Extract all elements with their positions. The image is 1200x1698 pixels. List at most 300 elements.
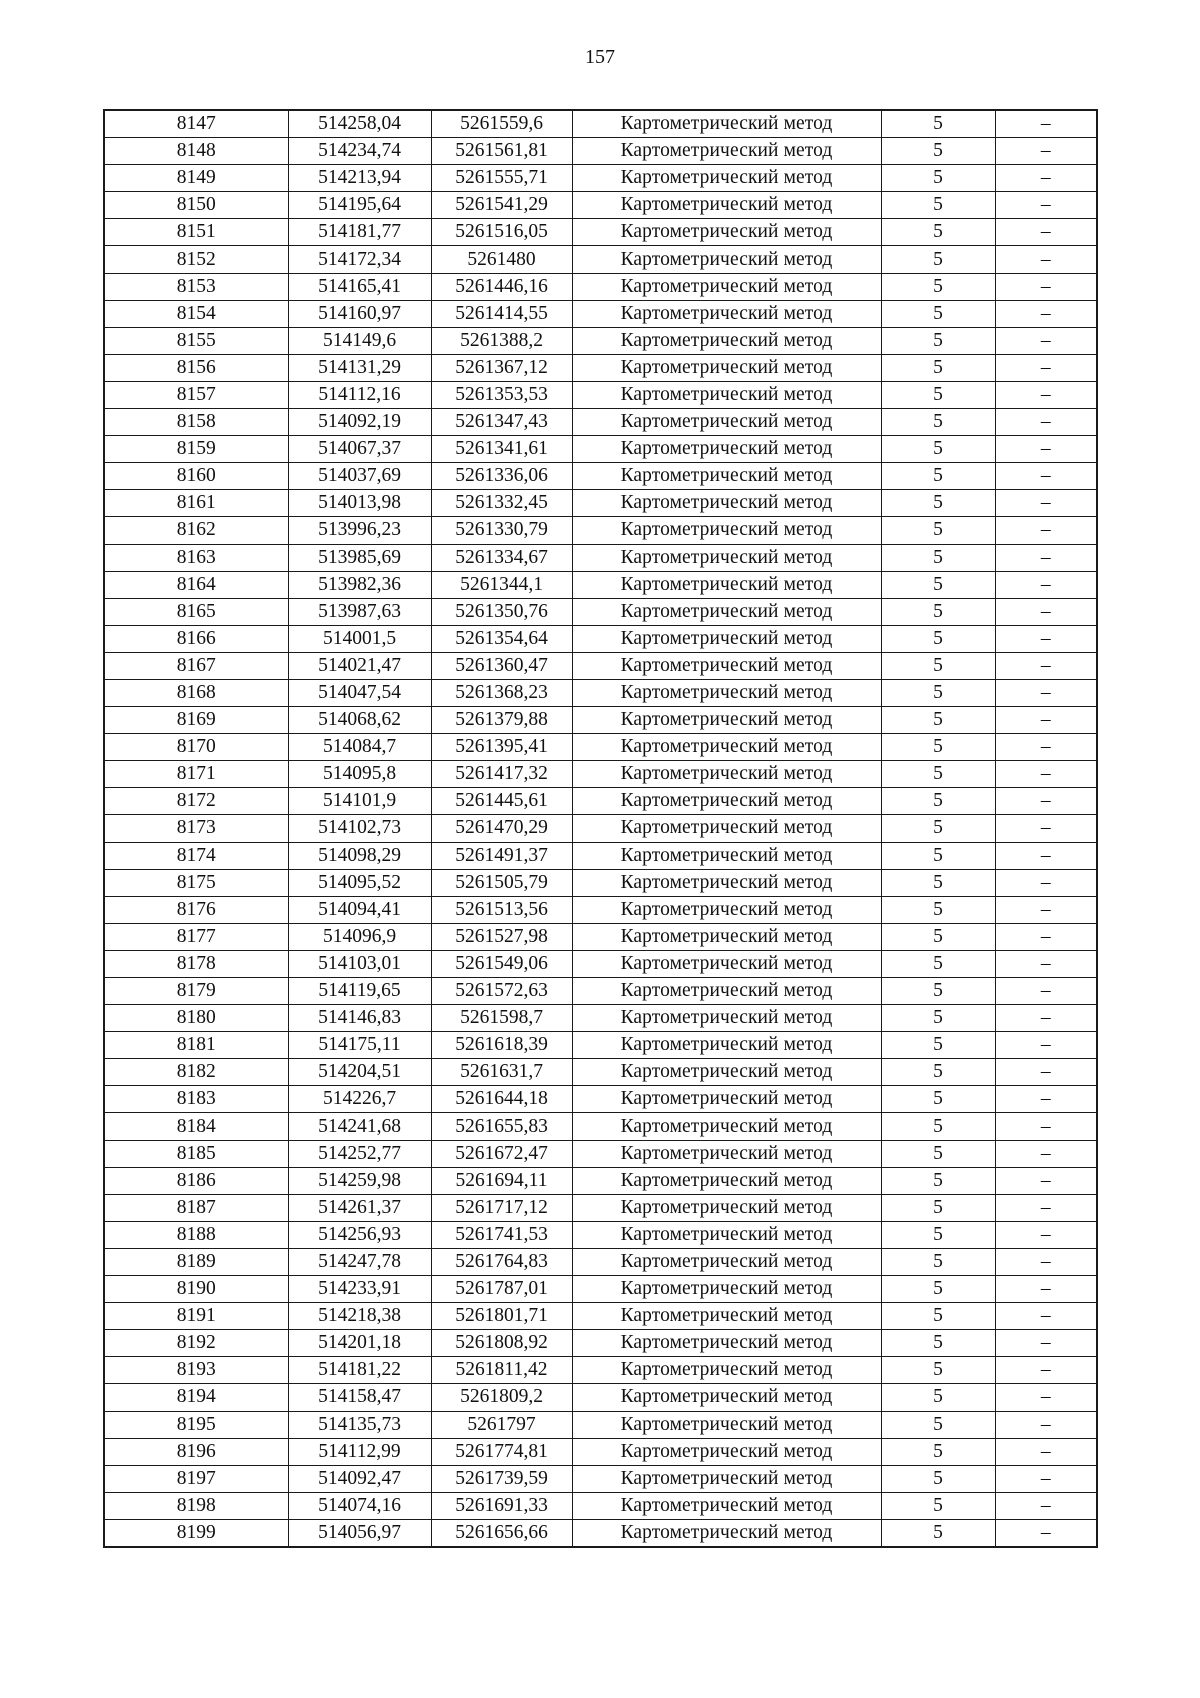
point-number-cell: 8178 — [104, 950, 288, 977]
y-coordinate-cell: 5261811,42 — [431, 1357, 572, 1384]
y-coordinate-cell: 5261360,47 — [431, 652, 572, 679]
y-coordinate-cell: 5261516,05 — [431, 219, 572, 246]
point-number-cell: 8160 — [104, 463, 288, 490]
coordinates-table-body — [104, 110, 1097, 1547]
accuracy-cell: 5 — [881, 625, 995, 652]
x-coordinate-cell: 514001,5 — [288, 625, 431, 652]
accuracy-cell: 5 — [881, 1032, 995, 1059]
point-number-cell: 8187 — [104, 1194, 288, 1221]
point-number-cell: 8167 — [104, 652, 288, 679]
x-coordinate-cell: 514096,9 — [288, 923, 431, 950]
accuracy-cell: 5 — [881, 707, 995, 734]
accuracy-cell: 5 — [881, 490, 995, 517]
x-coordinate-cell: 514234,74 — [288, 138, 431, 165]
method-cell: Картометрический метод — [572, 1005, 881, 1032]
y-coordinate-cell: 5261341,61 — [431, 436, 572, 463]
point-number-cell: 8177 — [104, 923, 288, 950]
accuracy-cell: 5 — [881, 273, 995, 300]
accuracy-cell: 5 — [881, 815, 995, 842]
accuracy-cell: 5 — [881, 923, 995, 950]
y-coordinate-cell: 5261572,63 — [431, 978, 572, 1005]
method-cell: Картометрический метод — [572, 652, 881, 679]
point-number-cell: 8179 — [104, 978, 288, 1005]
y-coordinate-cell: 5261354,64 — [431, 625, 572, 652]
x-coordinate-cell: 513987,63 — [288, 598, 431, 625]
accuracy-cell: 5 — [881, 869, 995, 896]
point-number-cell: 8158 — [104, 409, 288, 436]
accuracy-cell: 5 — [881, 1221, 995, 1248]
point-number-cell: 8181 — [104, 1032, 288, 1059]
description-cell: – — [995, 679, 1097, 706]
point-number-cell: 8155 — [104, 327, 288, 354]
x-coordinate-cell: 514258,04 — [288, 110, 431, 138]
accuracy-cell: 5 — [881, 354, 995, 381]
x-coordinate-cell: 514204,51 — [288, 1059, 431, 1086]
y-coordinate-cell: 5261395,41 — [431, 734, 572, 761]
method-cell: Картометрический метод — [572, 1492, 881, 1519]
x-coordinate-cell: 514261,37 — [288, 1194, 431, 1221]
method-cell: Картометрический метод — [572, 815, 881, 842]
description-cell: – — [995, 625, 1097, 652]
x-coordinate-cell: 514252,77 — [288, 1140, 431, 1167]
table-row — [104, 490, 1097, 517]
point-number-cell: 8169 — [104, 707, 288, 734]
point-number-cell: 8192 — [104, 1330, 288, 1357]
point-number-cell: 8147 — [104, 110, 288, 138]
description-cell: – — [995, 246, 1097, 273]
description-cell: – — [995, 1059, 1097, 1086]
method-cell: Картометрический метод — [572, 1519, 881, 1547]
table-row — [104, 138, 1097, 165]
table-row — [104, 869, 1097, 896]
x-coordinate-cell: 514092,19 — [288, 409, 431, 436]
table-row — [104, 761, 1097, 788]
description-cell: – — [995, 571, 1097, 598]
x-coordinate-cell: 514160,97 — [288, 300, 431, 327]
method-cell: Картометрический метод — [572, 923, 881, 950]
point-number-cell: 8163 — [104, 544, 288, 571]
x-coordinate-cell: 514103,01 — [288, 950, 431, 977]
x-coordinate-cell: 514165,41 — [288, 273, 431, 300]
table-row — [104, 1519, 1097, 1547]
description-cell: – — [995, 923, 1097, 950]
method-cell: Картометрический метод — [572, 110, 881, 138]
method-cell: Картометрический метод — [572, 1303, 881, 1330]
accuracy-cell: 5 — [881, 165, 995, 192]
description-cell: – — [995, 1221, 1097, 1248]
x-coordinate-cell: 514056,97 — [288, 1519, 431, 1547]
method-cell: Картометрический метод — [572, 544, 881, 571]
y-coordinate-cell: 5261353,53 — [431, 381, 572, 408]
x-coordinate-cell: 514047,54 — [288, 679, 431, 706]
point-number-cell: 8197 — [104, 1465, 288, 1492]
x-coordinate-cell: 514112,16 — [288, 381, 431, 408]
accuracy-cell: 5 — [881, 1167, 995, 1194]
y-coordinate-cell: 5261446,16 — [431, 273, 572, 300]
method-cell: Картометрический метод — [572, 354, 881, 381]
method-cell: Картометрический метод — [572, 571, 881, 598]
point-number-cell: 8195 — [104, 1411, 288, 1438]
y-coordinate-cell: 5261644,18 — [431, 1086, 572, 1113]
y-coordinate-cell: 5261598,7 — [431, 1005, 572, 1032]
method-cell: Картометрический метод — [572, 1384, 881, 1411]
table-row — [104, 842, 1097, 869]
description-cell: – — [995, 761, 1097, 788]
method-cell: Картометрический метод — [572, 490, 881, 517]
description-cell: – — [995, 219, 1097, 246]
accuracy-cell: 5 — [881, 652, 995, 679]
table-row — [104, 1492, 1097, 1519]
method-cell: Картометрический метод — [572, 1411, 881, 1438]
x-coordinate-cell: 514218,38 — [288, 1303, 431, 1330]
table-row — [104, 1221, 1097, 1248]
accuracy-cell: 5 — [881, 463, 995, 490]
point-number-cell: 8175 — [104, 869, 288, 896]
accuracy-cell: 5 — [881, 842, 995, 869]
x-coordinate-cell: 514146,83 — [288, 1005, 431, 1032]
page-number: 157 — [585, 46, 615, 68]
method-cell: Картометрический метод — [572, 625, 881, 652]
table-row — [104, 815, 1097, 842]
method-cell: Картометрический метод — [572, 165, 881, 192]
table-row — [104, 707, 1097, 734]
accuracy-cell: 5 — [881, 1059, 995, 1086]
x-coordinate-cell: 514067,37 — [288, 436, 431, 463]
table-row — [104, 788, 1097, 815]
description-cell: – — [995, 1167, 1097, 1194]
table-row — [104, 1357, 1097, 1384]
accuracy-cell: 5 — [881, 1465, 995, 1492]
table-row — [104, 1194, 1097, 1221]
description-cell: – — [995, 1465, 1097, 1492]
method-cell: Картометрический метод — [572, 1059, 881, 1086]
method-cell: Картометрический метод — [572, 192, 881, 219]
accuracy-cell: 5 — [881, 436, 995, 463]
table-row — [104, 463, 1097, 490]
table-row — [104, 1438, 1097, 1465]
point-number-cell: 8176 — [104, 896, 288, 923]
point-number-cell: 8168 — [104, 679, 288, 706]
method-cell: Картометрический метод — [572, 869, 881, 896]
point-number-cell: 8189 — [104, 1248, 288, 1275]
y-coordinate-cell: 5261513,56 — [431, 896, 572, 923]
description-cell: – — [995, 165, 1097, 192]
y-coordinate-cell: 5261618,39 — [431, 1032, 572, 1059]
point-number-cell: 8157 — [104, 381, 288, 408]
table-row — [104, 192, 1097, 219]
x-coordinate-cell: 514102,73 — [288, 815, 431, 842]
table-row — [104, 273, 1097, 300]
accuracy-cell: 5 — [881, 1005, 995, 1032]
y-coordinate-cell: 5261809,2 — [431, 1384, 572, 1411]
table-row — [104, 1465, 1097, 1492]
point-number-cell: 8194 — [104, 1384, 288, 1411]
y-coordinate-cell: 5261655,83 — [431, 1113, 572, 1140]
accuracy-cell: 5 — [881, 1086, 995, 1113]
description-cell: – — [995, 490, 1097, 517]
accuracy-cell: 5 — [881, 1384, 995, 1411]
method-cell: Картометрический метод — [572, 1086, 881, 1113]
description-cell: – — [995, 138, 1097, 165]
y-coordinate-cell: 5261739,59 — [431, 1465, 572, 1492]
table-row — [104, 571, 1097, 598]
table-row — [104, 246, 1097, 273]
x-coordinate-cell: 514013,98 — [288, 490, 431, 517]
y-coordinate-cell: 5261414,55 — [431, 300, 572, 327]
point-number-cell: 8198 — [104, 1492, 288, 1519]
description-cell: – — [995, 1303, 1097, 1330]
description-cell: – — [995, 1438, 1097, 1465]
x-coordinate-cell: 514256,93 — [288, 1221, 431, 1248]
table-row — [104, 1330, 1097, 1357]
description-cell: – — [995, 1140, 1097, 1167]
accuracy-cell: 5 — [881, 1303, 995, 1330]
point-number-cell: 8148 — [104, 138, 288, 165]
description-cell: – — [995, 381, 1097, 408]
y-coordinate-cell: 5261549,06 — [431, 950, 572, 977]
accuracy-cell: 5 — [881, 734, 995, 761]
x-coordinate-cell: 514195,64 — [288, 192, 431, 219]
method-cell: Картометрический метод — [572, 300, 881, 327]
y-coordinate-cell: 5261330,79 — [431, 517, 572, 544]
description-cell: – — [995, 1194, 1097, 1221]
point-number-cell: 8174 — [104, 842, 288, 869]
point-number-cell: 8154 — [104, 300, 288, 327]
y-coordinate-cell: 5261631,7 — [431, 1059, 572, 1086]
table-row — [104, 625, 1097, 652]
x-coordinate-cell: 514074,16 — [288, 1492, 431, 1519]
x-coordinate-cell: 514175,11 — [288, 1032, 431, 1059]
table-row — [104, 598, 1097, 625]
description-cell: – — [995, 192, 1097, 219]
description-cell: – — [995, 544, 1097, 571]
table-row — [104, 381, 1097, 408]
point-number-cell: 8151 — [104, 219, 288, 246]
x-coordinate-cell: 514037,69 — [288, 463, 431, 490]
method-cell: Картометрический метод — [572, 842, 881, 869]
method-cell: Картометрический метод — [572, 219, 881, 246]
point-number-cell: 8186 — [104, 1167, 288, 1194]
y-coordinate-cell: 5261764,83 — [431, 1248, 572, 1275]
y-coordinate-cell: 5261505,79 — [431, 869, 572, 896]
accuracy-cell: 5 — [881, 138, 995, 165]
x-coordinate-cell: 514247,78 — [288, 1248, 431, 1275]
y-coordinate-cell: 5261527,98 — [431, 923, 572, 950]
x-coordinate-cell: 514259,98 — [288, 1167, 431, 1194]
table-row — [104, 1303, 1097, 1330]
point-number-cell: 8162 — [104, 517, 288, 544]
point-number-cell: 8172 — [104, 788, 288, 815]
table-row — [104, 950, 1097, 977]
x-coordinate-cell: 514098,29 — [288, 842, 431, 869]
method-cell: Картометрический метод — [572, 327, 881, 354]
method-cell: Картометрический метод — [572, 409, 881, 436]
point-number-cell: 8150 — [104, 192, 288, 219]
method-cell: Картометрический метод — [572, 1032, 881, 1059]
y-coordinate-cell: 5261741,53 — [431, 1221, 572, 1248]
x-coordinate-cell: 514092,47 — [288, 1465, 431, 1492]
x-coordinate-cell: 514112,99 — [288, 1438, 431, 1465]
point-number-cell: 8180 — [104, 1005, 288, 1032]
y-coordinate-cell: 5261445,61 — [431, 788, 572, 815]
accuracy-cell: 5 — [881, 1492, 995, 1519]
point-number-cell: 8188 — [104, 1221, 288, 1248]
method-cell: Картометрический метод — [572, 436, 881, 463]
table-row — [104, 923, 1097, 950]
description-cell: – — [995, 1113, 1097, 1140]
y-coordinate-cell: 5261555,71 — [431, 165, 572, 192]
accuracy-cell: 5 — [881, 1330, 995, 1357]
x-coordinate-cell: 513985,69 — [288, 544, 431, 571]
y-coordinate-cell: 5261694,11 — [431, 1167, 572, 1194]
method-cell: Картометрический метод — [572, 1140, 881, 1167]
description-cell: – — [995, 707, 1097, 734]
point-number-cell: 8185 — [104, 1140, 288, 1167]
y-coordinate-cell: 5261344,1 — [431, 571, 572, 598]
y-coordinate-cell: 5261332,45 — [431, 490, 572, 517]
method-cell: Картометрический метод — [572, 1194, 881, 1221]
method-cell: Картометрический метод — [572, 1357, 881, 1384]
table-row — [104, 517, 1097, 544]
x-coordinate-cell: 514135,73 — [288, 1411, 431, 1438]
point-number-cell: 8199 — [104, 1519, 288, 1547]
y-coordinate-cell: 5261808,92 — [431, 1330, 572, 1357]
x-coordinate-cell: 514226,7 — [288, 1086, 431, 1113]
point-number-cell: 8173 — [104, 815, 288, 842]
description-cell: – — [995, 950, 1097, 977]
description-cell: – — [995, 652, 1097, 679]
table-row — [104, 544, 1097, 571]
accuracy-cell: 5 — [881, 1519, 995, 1547]
table-row — [104, 436, 1097, 463]
description-cell: – — [995, 1248, 1097, 1275]
x-coordinate-cell: 513982,36 — [288, 571, 431, 598]
accuracy-cell: 5 — [881, 246, 995, 273]
description-cell: – — [995, 1384, 1097, 1411]
accuracy-cell: 5 — [881, 679, 995, 706]
table-row — [104, 1167, 1097, 1194]
accuracy-cell: 5 — [881, 1194, 995, 1221]
table-row — [104, 219, 1097, 246]
x-coordinate-cell: 514021,47 — [288, 652, 431, 679]
y-coordinate-cell: 5261541,29 — [431, 192, 572, 219]
description-cell: – — [995, 1330, 1097, 1357]
y-coordinate-cell: 5261367,12 — [431, 354, 572, 381]
method-cell: Картометрический метод — [572, 707, 881, 734]
point-number-cell: 8153 — [104, 273, 288, 300]
description-cell: – — [995, 1086, 1097, 1113]
accuracy-cell: 5 — [881, 788, 995, 815]
table-row — [104, 978, 1097, 1005]
point-number-cell: 8193 — [104, 1357, 288, 1384]
description-cell: – — [995, 300, 1097, 327]
table-row — [104, 1248, 1097, 1275]
point-number-cell: 8165 — [104, 598, 288, 625]
method-cell: Картометрический метод — [572, 1330, 881, 1357]
table-row — [104, 1032, 1097, 1059]
method-cell: Картометрический метод — [572, 138, 881, 165]
x-coordinate-cell: 514181,22 — [288, 1357, 431, 1384]
description-cell: – — [995, 110, 1097, 138]
accuracy-cell: 5 — [881, 1438, 995, 1465]
table-row — [104, 679, 1097, 706]
description-cell: – — [995, 327, 1097, 354]
description-cell: – — [995, 463, 1097, 490]
x-coordinate-cell: 514101,9 — [288, 788, 431, 815]
method-cell: Картометрический метод — [572, 734, 881, 761]
accuracy-cell: 5 — [881, 1113, 995, 1140]
table-row — [104, 1086, 1097, 1113]
y-coordinate-cell: 5261417,32 — [431, 761, 572, 788]
method-cell: Картометрический метод — [572, 463, 881, 490]
x-coordinate-cell: 514095,52 — [288, 869, 431, 896]
point-number-cell: 8161 — [104, 490, 288, 517]
y-coordinate-cell: 5261691,33 — [431, 1492, 572, 1519]
table-row — [104, 165, 1097, 192]
description-cell: – — [995, 1519, 1097, 1547]
accuracy-cell: 5 — [881, 1357, 995, 1384]
table-row — [104, 1276, 1097, 1303]
point-number-cell: 8159 — [104, 436, 288, 463]
table-row — [104, 354, 1097, 381]
method-cell: Картометрический метод — [572, 1465, 881, 1492]
method-cell: Картометрический метод — [572, 517, 881, 544]
x-coordinate-cell: 514068,62 — [288, 707, 431, 734]
accuracy-cell: 5 — [881, 219, 995, 246]
method-cell: Картометрический метод — [572, 950, 881, 977]
table-row — [104, 734, 1097, 761]
y-coordinate-cell: 5261717,12 — [431, 1194, 572, 1221]
method-cell: Картометрический метод — [572, 381, 881, 408]
y-coordinate-cell: 5261350,76 — [431, 598, 572, 625]
description-cell: – — [995, 1276, 1097, 1303]
description-cell: – — [995, 436, 1097, 463]
point-number-cell: 8182 — [104, 1059, 288, 1086]
y-coordinate-cell: 5261797 — [431, 1411, 572, 1438]
method-cell: Картометрический метод — [572, 761, 881, 788]
method-cell: Картометрический метод — [572, 1248, 881, 1275]
y-coordinate-cell: 5261379,88 — [431, 707, 572, 734]
method-cell: Картометрический метод — [572, 1221, 881, 1248]
accuracy-cell: 5 — [881, 381, 995, 408]
description-cell: – — [995, 734, 1097, 761]
y-coordinate-cell: 5261774,81 — [431, 1438, 572, 1465]
accuracy-cell: 5 — [881, 1248, 995, 1275]
y-coordinate-cell: 5261656,66 — [431, 1519, 572, 1547]
description-cell: – — [995, 869, 1097, 896]
accuracy-cell: 5 — [881, 517, 995, 544]
x-coordinate-cell: 514241,68 — [288, 1113, 431, 1140]
table-row — [104, 652, 1097, 679]
table-row — [104, 327, 1097, 354]
coordinates-table — [103, 109, 1098, 1548]
description-cell: – — [995, 1357, 1097, 1384]
x-coordinate-cell: 514233,91 — [288, 1276, 431, 1303]
accuracy-cell: 5 — [881, 950, 995, 977]
accuracy-cell: 5 — [881, 1276, 995, 1303]
accuracy-cell: 5 — [881, 544, 995, 571]
method-cell: Картометрический метод — [572, 1113, 881, 1140]
accuracy-cell: 5 — [881, 978, 995, 1005]
y-coordinate-cell: 5261491,37 — [431, 842, 572, 869]
x-coordinate-cell: 514181,77 — [288, 219, 431, 246]
method-cell: Картометрический метод — [572, 1167, 881, 1194]
x-coordinate-cell: 514094,41 — [288, 896, 431, 923]
accuracy-cell: 5 — [881, 409, 995, 436]
point-number-cell: 8149 — [104, 165, 288, 192]
method-cell: Картометрический метод — [572, 978, 881, 1005]
method-cell: Картометрический метод — [572, 896, 881, 923]
